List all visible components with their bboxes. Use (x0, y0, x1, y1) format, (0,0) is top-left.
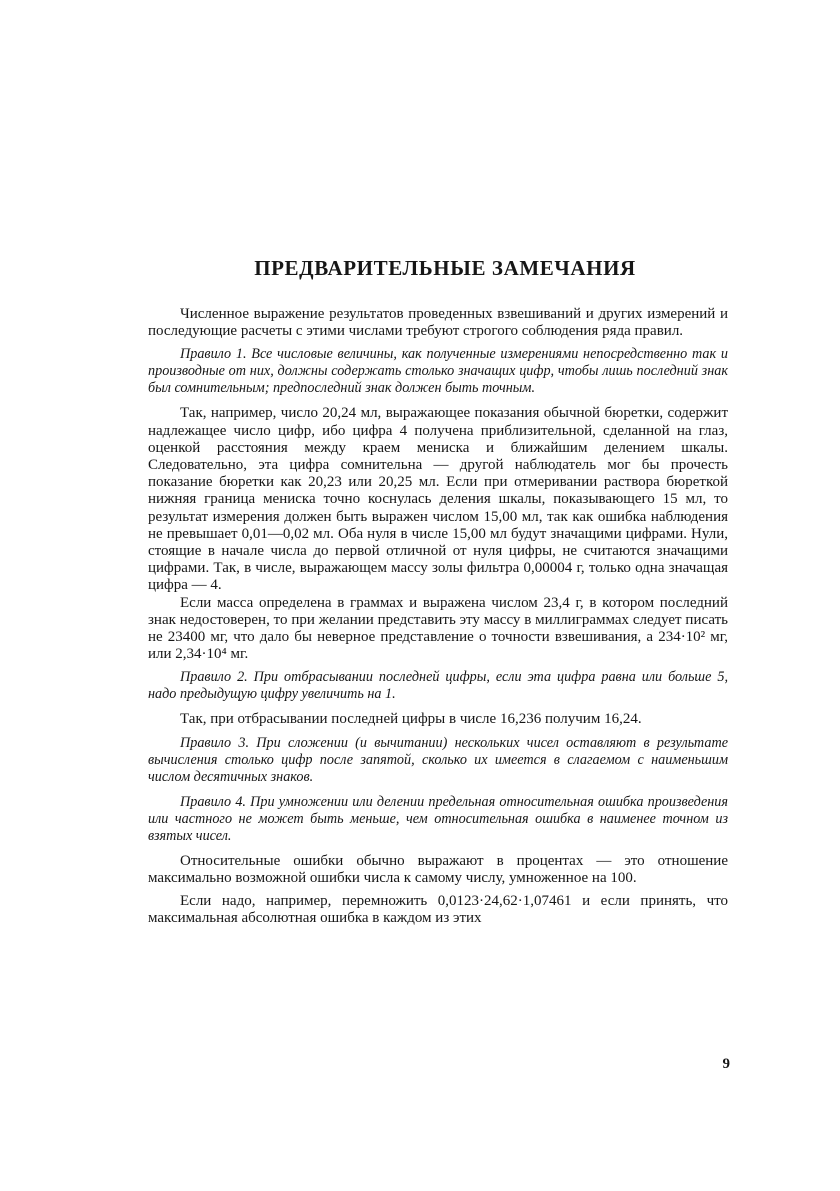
page-title: ПРЕДВАРИТЕЛЬНЫЕ ЗАМЕЧАНИЯ (254, 256, 636, 280)
page-number: 9 (722, 1056, 730, 1072)
example-3-paragraph: Так, при отбрасывании последней цифры в числе 16,236 получим 16,24. (180, 711, 642, 728)
example-2-paragraph: Если масса определена в граммах и выражена числом 23,4 г, в котором последний знак недостоверен, то при желании представить эту массу в миллиграммах следует писать не 23400 мг, что дало бы неверное представление о точности взвешивания, а 234·10² мг, или 2,34·10⁴ мг. (148, 594, 728, 663)
example-4-paragraph: Если надо, например, перемножить 0,0123·24,62·1,07461 и если принять, что максимальная абсолютная ошибка в каждом из этих (148, 893, 728, 927)
page-body (148, 306, 728, 933)
relative-error-paragraph: Относительные ошибки обычно выражают в процентах — это отношение максимально возможной ошибки числа к самому числу, умноженное на 100. (148, 852, 728, 886)
rule-3-paragraph: Правило 3. При сложении (и вычитании) нескольких чисел оставляют в результате вычисления столько цифр после запятой, сколько их имеется в слагаемом с наименьшим числом десятичных знаков. (148, 734, 728, 785)
example-1-paragraph: Так, например, число 20,24 мл, выражающее показания обычной бюретки, содержит надлежащее число цифр, ибо цифра 4 получена приблизительной, сделанной на глаз, оценкой расстояния между краем мениска и ближайшим делением шкалы. Следовательно, эта цифра сомнительна — другой наблюдатель мог бы прочесть показание бюретки как 20,23 или 20,25 мл. Если при отмеривании раствора бюреткой нижняя граница мениска точно коснулась деления шкалы, показывающего 15 мл, то результат измерения должен быть выражен числом 15,00 мл, так как ошибка наблюдения не превышает 0,01—0,02 мл. Оба нуля в числе 15,00 мл будут значащими цифрами. Нули, стоящие в начале числа до первой отличной от нуля цифры, не считаются значащими цифрами. Так, в числе, выражающем массу золы фильтра 0,00004 г, только одна значащая цифра — 4. (148, 405, 728, 594)
rule-1-paragraph: Правило 1. Все числовые величины, как полученные измерениями непосредственно так и производные от них, должны содержать столько значащих цифр, чтобы лишь последний знак был сомнительным; предпоследний знак должен быть точным. (148, 346, 728, 397)
intro-paragraph: Численное выражение результатов проведенных взвешиваний и других измерений и последующие расчеты с этими числами требуют строгого соблюдения ряда правил. (148, 306, 728, 340)
rule-2-paragraph: Правило 2. При отбрасывании последней цифры, если эта цифра равна или больше 5, надо предыдущую цифру увеличить на 1. (148, 669, 728, 703)
rule-4-paragraph: Правило 4. При умножении или делении предельная относительная ошибка произведения или частного не может быть меньше, чем относительная ошибка в наименее точном из взятых чисел. (148, 793, 728, 844)
